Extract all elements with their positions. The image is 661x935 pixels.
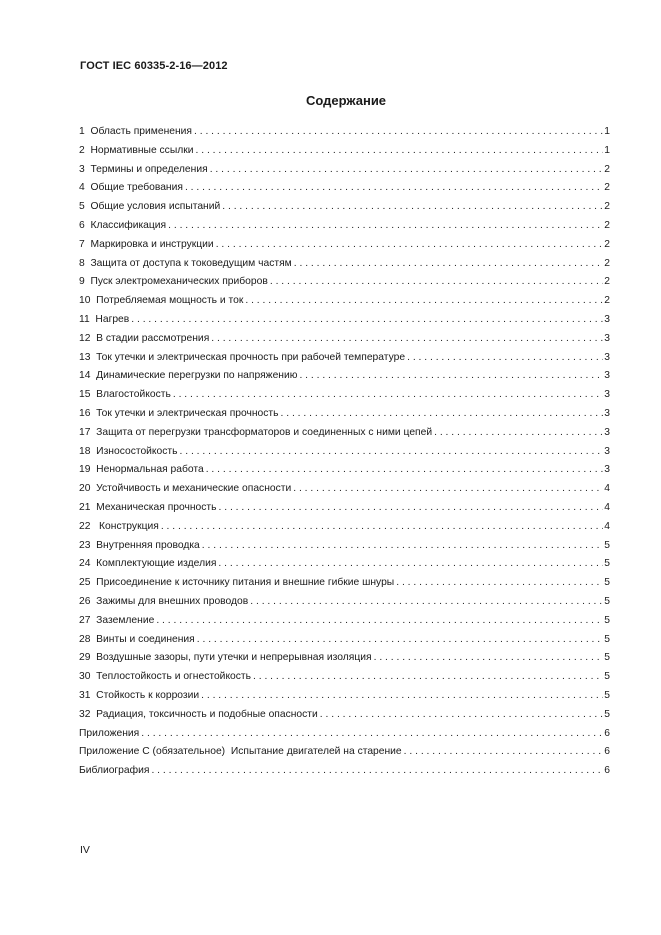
toc-entry (79, 388, 610, 407)
toc-entry-label: 27 Заземление (79, 614, 155, 626)
toc-entry (79, 313, 610, 332)
toc-entry (79, 764, 610, 783)
toc-entry-label: Приложение С (обязательное) Испытание двигателей на старение (79, 746, 402, 758)
page-title: Содержание (305, 93, 387, 108)
toc-entry-page: 6 (604, 727, 610, 739)
toc-entry-label: 10 Потребляемая мощность и ток (79, 295, 244, 307)
toc-entry-label: 9 Пуск электромеханических приборов (79, 276, 268, 288)
toc-entry-page: 2 (604, 201, 610, 213)
toc-leader-dots (168, 219, 603, 232)
toc-entry-page: 3 (604, 426, 610, 438)
toc-entry (79, 520, 610, 539)
toc-entry (79, 294, 610, 313)
toc-entry-page: 4 (604, 483, 610, 495)
toc-leader-dots (434, 426, 603, 439)
toc-entry-label: 23 Внутренняя проводка (79, 539, 200, 551)
toc-entry-page: 5 (604, 708, 610, 720)
toc-entry-label: 4 Общие требования (79, 182, 183, 194)
toc-entry (79, 200, 610, 219)
toc-entry-label: 12 В стадии рассмотрения (79, 332, 210, 344)
toc-entry-page: 3 (604, 332, 610, 344)
toc-entry-label: 26 Зажимы для внешних проводов (79, 595, 249, 607)
toc-entry-page: 5 (604, 595, 610, 607)
toc-entry-page: 4 (604, 520, 610, 532)
toc-leader-dots (407, 351, 603, 364)
toc-entry (79, 708, 610, 727)
toc-entry-label: 20 Устойчивость и механические опасности (79, 483, 292, 495)
toc-entry (79, 557, 610, 576)
toc-entry-label: 18 Износостойкость (79, 445, 178, 457)
toc-leader-dots (206, 463, 604, 476)
toc-entry-page: 2 (604, 257, 610, 269)
toc-entry-page: 3 (604, 407, 610, 419)
toc-entry (79, 144, 610, 163)
toc-entry-page: 6 (604, 746, 610, 758)
toc-entry-page: 5 (604, 633, 610, 645)
toc-entry-label: Библиография (79, 765, 150, 777)
toc-entry (79, 463, 610, 482)
toc-entry-page: 4 (604, 501, 610, 513)
toc-entry-label: 22 Конструкция (79, 520, 159, 532)
toc-leader-dots (180, 445, 604, 458)
toc-leader-dots (141, 727, 603, 740)
toc-leader-dots (201, 689, 603, 702)
toc-entry (79, 163, 610, 182)
toc-leader-dots (211, 332, 603, 345)
document-header: ГОСТ IEC 60335-2-16—2012 (80, 60, 228, 72)
toc-leader-dots (194, 125, 603, 138)
toc-leader-dots (250, 595, 603, 608)
toc-entry-page: 5 (604, 614, 610, 626)
toc-entry (79, 351, 610, 370)
toc-entry-label: 21 Механическая прочность (79, 501, 217, 513)
toc-entry-label: 28 Винты и соединения (79, 633, 195, 645)
toc-entry (79, 745, 610, 764)
toc-entry-label: 7 Маркировка и инструкции (79, 238, 214, 250)
toc-entry (79, 238, 610, 257)
toc-leader-dots (161, 520, 603, 533)
toc-entry (79, 445, 610, 464)
toc-entry (79, 125, 610, 144)
toc-entry-label: 32 Радиация, токсичность и подобные опасности (79, 708, 318, 720)
toc-entry-page: 1 (604, 126, 610, 137)
toc-entry-label: 24 Комплектующие изделия (79, 558, 217, 570)
toc-leader-dots (374, 651, 604, 664)
toc-entry-page: 1 (604, 144, 610, 156)
toc-entry (79, 181, 610, 200)
toc-entry-label: 6 Классификация (79, 219, 167, 231)
toc-entry-page: 5 (604, 689, 610, 701)
toc-leader-dots (156, 614, 603, 627)
toc-entry (79, 689, 610, 708)
toc-entry-label: 5 Общие условия испытаний (79, 201, 221, 213)
toc-entry-page: 2 (604, 238, 610, 250)
toc-entry (79, 257, 610, 276)
toc-entry-page: 2 (604, 276, 610, 288)
toc-entry-page: 3 (604, 313, 610, 325)
page-number: IV (80, 844, 90, 856)
toc-entry-page: 2 (604, 163, 610, 175)
toc-entry-page: 6 (604, 765, 610, 777)
toc-leader-dots (210, 163, 604, 176)
toc-entry-label: 13 Ток утечки и электрическая прочность при рабочей температуре (79, 351, 406, 363)
toc-entry (79, 539, 610, 558)
toc-entry-page: 2 (604, 219, 610, 231)
toc-entry (79, 595, 610, 614)
toc-entry (79, 369, 610, 388)
toc-leader-dots (185, 181, 603, 194)
toc-leader-dots (218, 557, 603, 570)
toc-entry (79, 332, 610, 351)
toc-leader-dots (196, 144, 604, 157)
toc-entry-page: 3 (604, 351, 610, 363)
toc-leader-dots (293, 482, 603, 495)
toc-leader-dots (396, 576, 603, 589)
toc-leader-dots (253, 670, 603, 683)
toc-entry (79, 727, 610, 746)
toc-entry-page: 5 (604, 539, 610, 551)
toc-leader-dots (197, 633, 604, 646)
toc-leader-dots (270, 275, 603, 288)
toc-entry-page: 3 (604, 389, 610, 401)
toc-leader-dots (151, 764, 603, 777)
toc-entry-label: 2 Нормативные ссылки (79, 144, 194, 156)
toc-leader-dots (299, 369, 603, 382)
toc-entry-page: 5 (604, 671, 610, 683)
toc-entry-page: 5 (604, 652, 610, 664)
toc-leader-dots (219, 501, 604, 514)
toc-entry-label: 14 Динамические перегрузки по напряжению (79, 370, 298, 382)
toc-leader-dots (294, 257, 604, 270)
toc-entry (79, 275, 610, 294)
toc-entry-page: 2 (604, 295, 610, 307)
toc-entry-page: 3 (604, 464, 610, 476)
toc-entry-label: 25 Присоединение к источнику питания и внешние гибкие шнуры (79, 577, 395, 589)
toc-leader-dots (404, 745, 604, 758)
toc-entry-label: 16 Ток утечки и электрическая прочность (79, 407, 279, 419)
toc-entry-page: 3 (604, 370, 610, 382)
toc-entry-label: 8 Защита от доступа к токоведущим частям (79, 257, 292, 269)
toc-leader-dots (202, 539, 603, 552)
toc-entry-label: 31 Стойкость к коррозии (79, 689, 200, 701)
toc-entry-page: 3 (604, 445, 610, 457)
toc-leader-dots (173, 388, 603, 401)
toc-entry (79, 219, 610, 238)
toc-leader-dots (245, 294, 603, 307)
toc-entry-label: 11 Нагрев (79, 313, 130, 325)
toc-entry (79, 407, 610, 426)
toc-entry-label: Приложения (79, 727, 140, 739)
toc-entry (79, 501, 610, 520)
toc-entry (79, 482, 610, 501)
toc-entry-label: 19 Ненормальная работа (79, 464, 204, 476)
toc-leader-dots (222, 200, 603, 213)
toc-entry-page: 2 (604, 182, 610, 194)
toc-entry (79, 426, 610, 445)
table-of-contents (79, 125, 610, 783)
toc-entry (79, 614, 610, 633)
toc-leader-dots (131, 313, 603, 326)
toc-entry (79, 651, 610, 670)
toc-leader-dots (281, 407, 604, 420)
toc-entry-label: 3 Термины и определения (79, 163, 208, 175)
toc-entry-label: 17 Защита от перегрузки трансформаторов и соединенных с ними цепей (79, 426, 433, 438)
toc-entry-label: 30 Теплостойкость и огнестойкость (79, 671, 252, 683)
toc-entry-label: 1 Область применения (79, 126, 193, 137)
toc-entry (79, 576, 610, 595)
toc-entry-page: 5 (604, 558, 610, 570)
toc-entry-label: 29 Воздушные зазоры, пути утечки и непрерывная изоляция (79, 652, 372, 664)
toc-leader-dots (216, 238, 604, 251)
toc-entry-label: 15 Влагостойкость (79, 389, 171, 401)
toc-entry (79, 670, 610, 689)
toc-entry-page: 5 (604, 577, 610, 589)
toc-leader-dots (320, 708, 603, 721)
toc-entry (79, 633, 610, 652)
